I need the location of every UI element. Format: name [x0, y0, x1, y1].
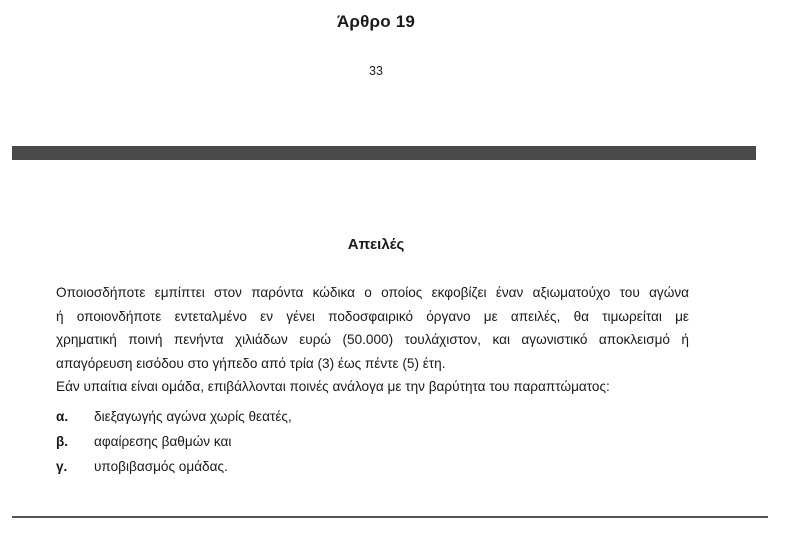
- paragraph-line: απαγόρευση εισόδου στο γήπεδο από τρία (3) έως πέντε (5) έτη.: [56, 355, 446, 371]
- list-item: [56, 409, 292, 424]
- list-marker: γ.: [56, 459, 68, 474]
- list-marker: β.: [56, 434, 69, 449]
- paragraph-line: Οποιοσδήποτε εμπίπτει στον παρόντα κώδικα ο οποίος εκφοβίζει έναν αξιωματούχο του αγώνα: [56, 285, 689, 300]
- list-marker: α.: [56, 409, 69, 424]
- paragraph-line: ή οποιονδήποτε εντεταλμένο εν γένει ποδοσφαιρικό όργανο με απειλές, θα τιμωρείται με: [56, 308, 689, 324]
- section-heading: Απειλές: [347, 236, 405, 253]
- list-item: [56, 434, 231, 449]
- list-item-text: υποβιβασμός ομάδας.: [94, 459, 228, 474]
- page-number: 33: [369, 64, 383, 78]
- article-title: Άρθρο 19: [336, 12, 416, 31]
- list-item-text: αφαίρεσης βαθμών και: [94, 434, 232, 449]
- page-separator-band: [12, 146, 756, 160]
- paragraph-line: χρηματική ποινή πενήντα χιλιάδων ευρώ (50.000) τουλάχιστον, και αγωνιστικό αποκλεισμό ή: [56, 332, 689, 347]
- bottom-divider: [12, 516, 768, 518]
- team-penalty-sentence: Εάν υπαίτια είναι ομάδα, επιβάλλονται ποινές ανάλογα με την βαρύτητα του παραπτώματος:: [56, 379, 610, 394]
- list-item-text: διεξαγωγής αγώνα χωρίς θεατές,: [94, 409, 292, 424]
- body-paragraph: [56, 281, 689, 399]
- list-item: [56, 459, 228, 474]
